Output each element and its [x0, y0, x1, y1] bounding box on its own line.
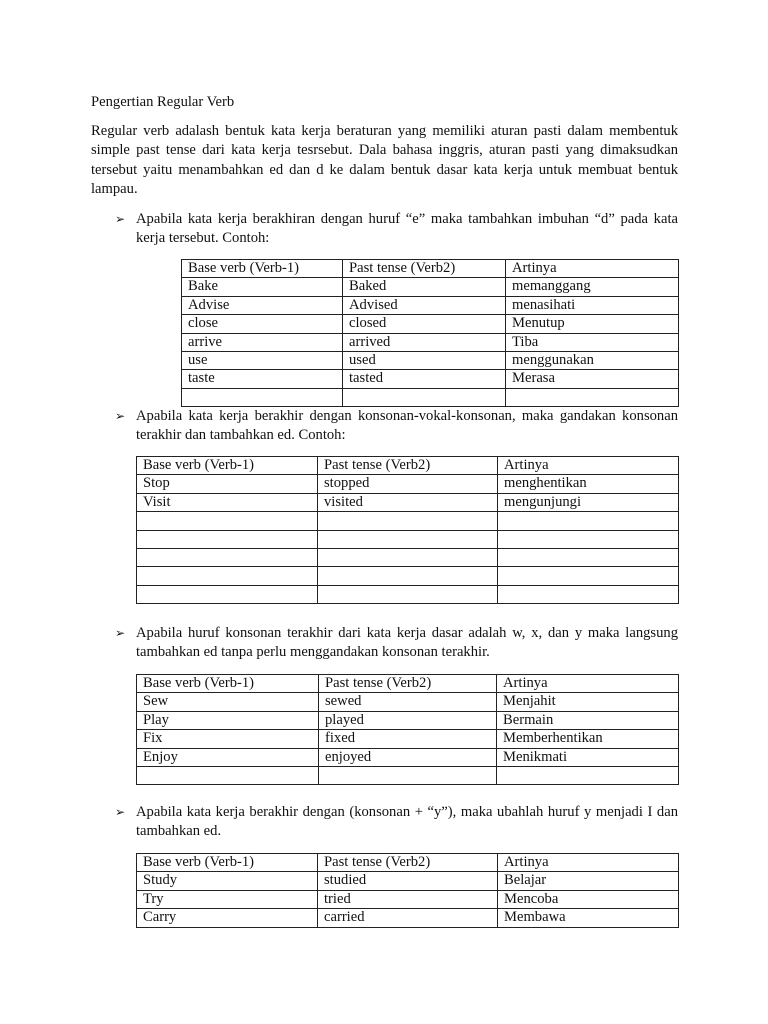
- table-row: [182, 370, 679, 388]
- cell-base-verb: Fix: [137, 730, 319, 748]
- cell-base-verb: [137, 512, 318, 530]
- cell-past-tense: sewed: [319, 693, 497, 711]
- table-header-row: [137, 457, 679, 475]
- arrowhead-bullet-icon: ➢: [115, 212, 126, 226]
- cell-past-tense: tasted: [343, 370, 506, 388]
- cell-past-tense: [318, 585, 498, 603]
- table-row: [182, 296, 679, 314]
- cell-artinya: Tiba: [506, 333, 679, 351]
- table-row: [182, 388, 679, 406]
- cell-artinya: [498, 548, 679, 566]
- cell-artinya: mengunjungi: [498, 493, 679, 511]
- arrowhead-bullet-icon: ➢: [115, 409, 126, 423]
- arrowhead-bullet-icon: ➢: [115, 805, 126, 819]
- page-title: Pengertian Regular Verb: [91, 94, 235, 110]
- cell-artinya: [498, 512, 679, 530]
- cell-base-verb: taste: [182, 370, 343, 388]
- header-base-verb: Base verb (Verb-1): [182, 260, 343, 278]
- cell-past-tense: Advised: [343, 296, 506, 314]
- intro-paragraph: Regular verb adalash bentuk kata kerja beraturan yang memiliki aturan pasti dalam membentuk simple past tense dari kata kerja tesrsebut. Dala bahasa inggris, aturan pasti yang dimaksudkan tersebut yaitu menambahkan ed dan d ke dalam bentuk dasar kata kerja untuk membuat bentuk lampau.: [91, 123, 678, 198]
- rule-text: Apabila kata kerja berakhir dengan konsonan-vokal-konsonan, maka gandakan konsonan terakhir dan tambahkan ed. Contoh:: [136, 408, 678, 444]
- cell-past-tense: [318, 567, 498, 585]
- header-base-verb: Base verb (Verb-1): [137, 854, 318, 872]
- cell-past-tense: [319, 766, 497, 784]
- rule-bullet: [115, 210, 678, 249]
- cell-past-tense: carried: [318, 909, 498, 927]
- rule-text: Apabila kata kerja berakhir dengan (konsonan + “y”), maka ubahlah huruf y menjadi I dan tambahkan ed.: [136, 804, 678, 840]
- cell-base-verb: Play: [137, 711, 319, 729]
- cell-past-tense: [318, 548, 498, 566]
- table-row: [137, 493, 679, 511]
- cell-artinya: Belajar: [498, 872, 679, 890]
- cell-artinya: [498, 585, 679, 603]
- table-row: [137, 748, 679, 766]
- cell-artinya: menghentikan: [498, 475, 679, 493]
- cell-base-verb: Stop: [137, 475, 318, 493]
- cell-artinya: Bermain: [497, 711, 679, 729]
- verb-table: [181, 259, 679, 407]
- header-past-tense: Past tense (Verb2): [319, 675, 497, 693]
- cell-artinya: Merasa: [506, 370, 679, 388]
- cell-past-tense: stopped: [318, 475, 498, 493]
- cell-past-tense: [343, 388, 506, 406]
- verb-table: [136, 456, 679, 604]
- table-row: [137, 530, 679, 548]
- cell-base-verb: Advise: [182, 296, 343, 314]
- table-row: [137, 909, 679, 927]
- table-header-row: [182, 260, 679, 278]
- cell-base-verb: [137, 567, 318, 585]
- table-row: [137, 693, 679, 711]
- cell-past-tense: closed: [343, 315, 506, 333]
- cell-artinya: [506, 388, 679, 406]
- header-past-tense: Past tense (Verb2): [318, 854, 498, 872]
- cell-past-tense: [318, 530, 498, 548]
- table-header-row: [137, 675, 679, 693]
- table-row: [137, 548, 679, 566]
- cell-base-verb: [137, 585, 318, 603]
- cell-artinya: [498, 530, 679, 548]
- cell-past-tense: studied: [318, 872, 498, 890]
- cell-base-verb: Carry: [137, 909, 318, 927]
- cell-past-tense: visited: [318, 493, 498, 511]
- cell-base-verb: Visit: [137, 493, 318, 511]
- cell-past-tense: used: [343, 351, 506, 369]
- cell-artinya: [497, 766, 679, 784]
- cell-artinya: Memberhentikan: [497, 730, 679, 748]
- header-base-verb: Base verb (Verb-1): [137, 457, 318, 475]
- cell-artinya: memanggang: [506, 278, 679, 296]
- cell-base-verb: use: [182, 351, 343, 369]
- table-row: [137, 872, 679, 890]
- verb-table: [136, 674, 679, 785]
- cell-base-verb: Study: [137, 872, 318, 890]
- table-row: [137, 475, 679, 493]
- cell-past-tense: fixed: [319, 730, 497, 748]
- rule-text: Apabila huruf konsonan terakhir dari kata kerja dasar adalah w, x, dan y maka langsung tambahkan ed tanpa perlu menggandakan konsonan terakhir.: [136, 625, 678, 661]
- header-artinya: Artinya: [497, 675, 679, 693]
- rule-bullet: [115, 407, 678, 446]
- table-row: [137, 711, 679, 729]
- cell-base-verb: arrive: [182, 333, 343, 351]
- table-row: [137, 585, 679, 603]
- header-past-tense: Past tense (Verb2): [343, 260, 506, 278]
- table-row: [137, 766, 679, 784]
- cell-artinya: Menjahit: [497, 693, 679, 711]
- table-header-row: [137, 854, 679, 872]
- cell-base-verb: [137, 766, 319, 784]
- table-row: [182, 333, 679, 351]
- cell-artinya: Menutup: [506, 315, 679, 333]
- cell-base-verb: Sew: [137, 693, 319, 711]
- header-artinya: Artinya: [498, 457, 679, 475]
- rule-bullet: [115, 624, 678, 663]
- header-past-tense: Past tense (Verb2): [318, 457, 498, 475]
- header-base-verb: Base verb (Verb-1): [137, 675, 319, 693]
- cell-past-tense: enjoyed: [319, 748, 497, 766]
- verb-table: [136, 853, 679, 928]
- cell-past-tense: arrived: [343, 333, 506, 351]
- table-row: [137, 512, 679, 530]
- cell-base-verb: [137, 548, 318, 566]
- cell-artinya: Mencoba: [498, 890, 679, 908]
- table-row: [137, 890, 679, 908]
- cell-base-verb: Try: [137, 890, 318, 908]
- cell-past-tense: played: [319, 711, 497, 729]
- table-row: [182, 315, 679, 333]
- rule-bullet: [115, 803, 678, 842]
- cell-artinya: [498, 567, 679, 585]
- table-row: [182, 278, 679, 296]
- table-row: [137, 567, 679, 585]
- table-row: [182, 351, 679, 369]
- cell-base-verb: Enjoy: [137, 748, 319, 766]
- cell-past-tense: tried: [318, 890, 498, 908]
- rule-text: Apabila kata kerja berakhiran dengan huruf “e” maka tambahkan imbuhan “d” pada kata kerja tersebut. Contoh:: [136, 211, 678, 247]
- table-row: [137, 730, 679, 748]
- cell-past-tense: Baked: [343, 278, 506, 296]
- cell-base-verb: close: [182, 315, 343, 333]
- cell-base-verb: [182, 388, 343, 406]
- header-artinya: Artinya: [498, 854, 679, 872]
- cell-base-verb: Bake: [182, 278, 343, 296]
- arrowhead-bullet-icon: ➢: [115, 626, 126, 640]
- cell-artinya: menggunakan: [506, 351, 679, 369]
- cell-artinya: menasihati: [506, 296, 679, 314]
- cell-past-tense: [318, 512, 498, 530]
- cell-artinya: Membawa: [498, 909, 679, 927]
- header-artinya: Artinya: [506, 260, 679, 278]
- cell-base-verb: [137, 530, 318, 548]
- cell-artinya: Menikmati: [497, 748, 679, 766]
